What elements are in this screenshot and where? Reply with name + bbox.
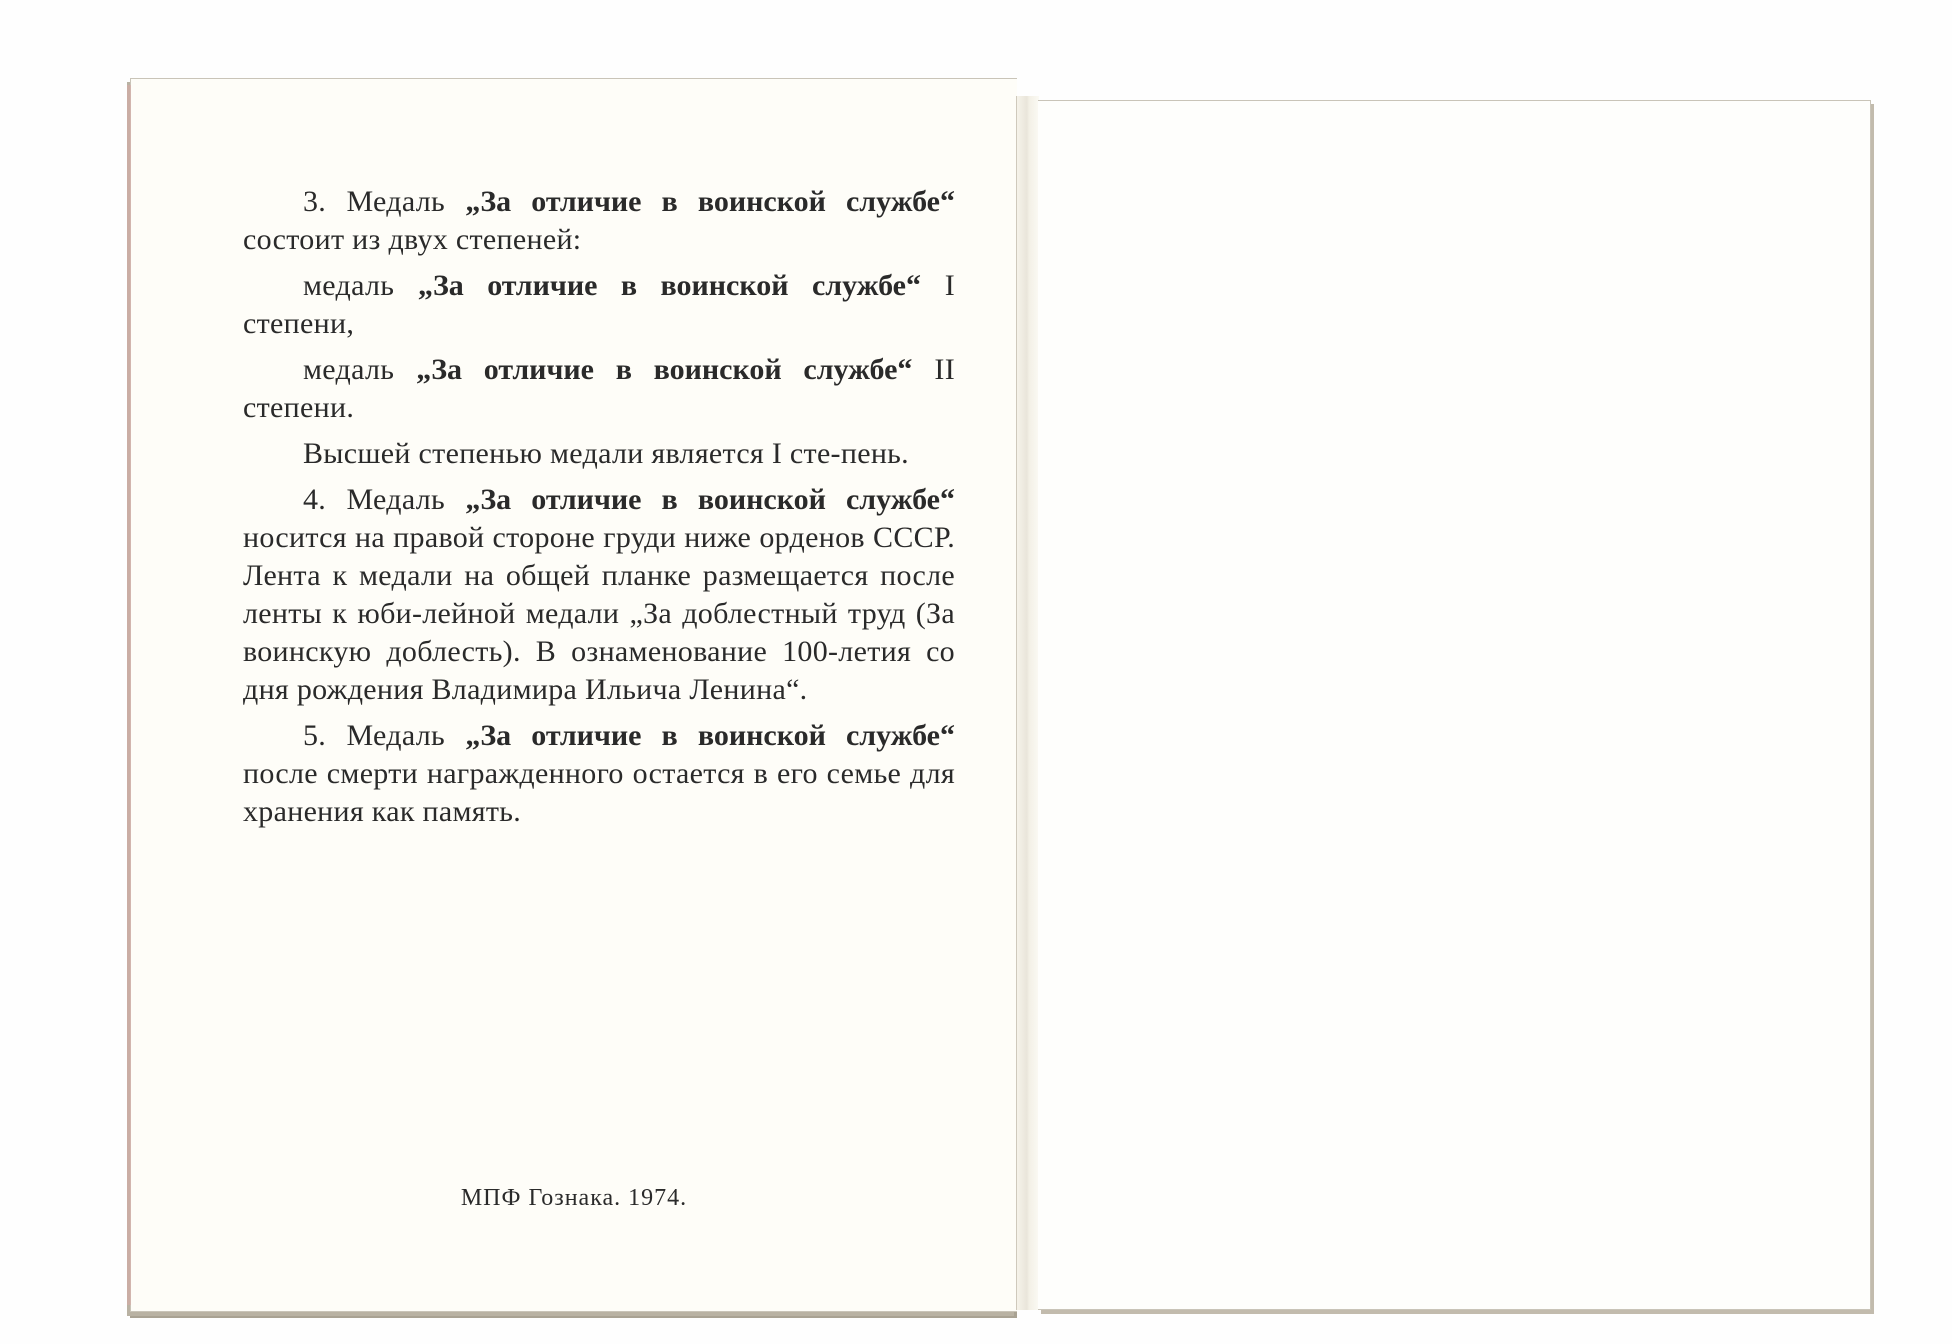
printer-imprint: МПФ Гознака. 1974. — [460, 1185, 688, 1211]
paragraph-3 — [243, 183, 955, 259]
paragraph-3-degree-1 — [243, 267, 955, 343]
medal-name: „За отличие в воинской службе“ — [465, 719, 955, 752]
paragraph-text: после смерти награжденного остается в его семье для хранения как память. — [243, 757, 955, 828]
right-page-blank — [1038, 100, 1871, 1310]
paragraph-3-highest-degree — [243, 435, 955, 473]
paragraph-3-degree-2 — [243, 351, 955, 427]
paragraph-text: 4. Медаль — [303, 483, 466, 516]
paragraph-text: медаль — [303, 269, 418, 302]
medal-name: „За отличие в воинской службе“ — [417, 269, 921, 302]
paragraph-text: Высшей степенью медали является I сте-пень. — [303, 437, 909, 470]
paragraph-5 — [243, 717, 955, 831]
paragraph-text: носится на правой стороне груди ниже орденов СССР. Лента к медали на общей планке размещается после ленты к юби-лейной медали „За доблестный труд (За воинскую доблесть). В ознаменование 100-летия со дня рождения Владимира Ильича Ленина“. — [243, 521, 955, 706]
paragraph-text: 5. Медаль — [303, 719, 466, 752]
booklet-spread — [130, 78, 1872, 1310]
paragraph-3-text: 3. Медаль — [303, 185, 466, 218]
paragraph-text: медаль — [303, 353, 417, 386]
paragraph-text: I степени, — [243, 269, 956, 340]
paragraph-4 — [243, 481, 955, 709]
medal-name: „За отличие в воинской службе“ — [465, 185, 955, 218]
paragraph-text: II степени. — [243, 353, 955, 424]
left-page — [130, 78, 1017, 1312]
paragraph-3-text: состоит из двух степеней: — [243, 223, 582, 256]
medal-name: „За отличие в воинской службе“ — [416, 353, 913, 386]
booklet-spine — [1016, 96, 1039, 1310]
medal-name: „За отличие в воинской службе“ — [465, 483, 955, 516]
statute-text — [243, 183, 955, 839]
